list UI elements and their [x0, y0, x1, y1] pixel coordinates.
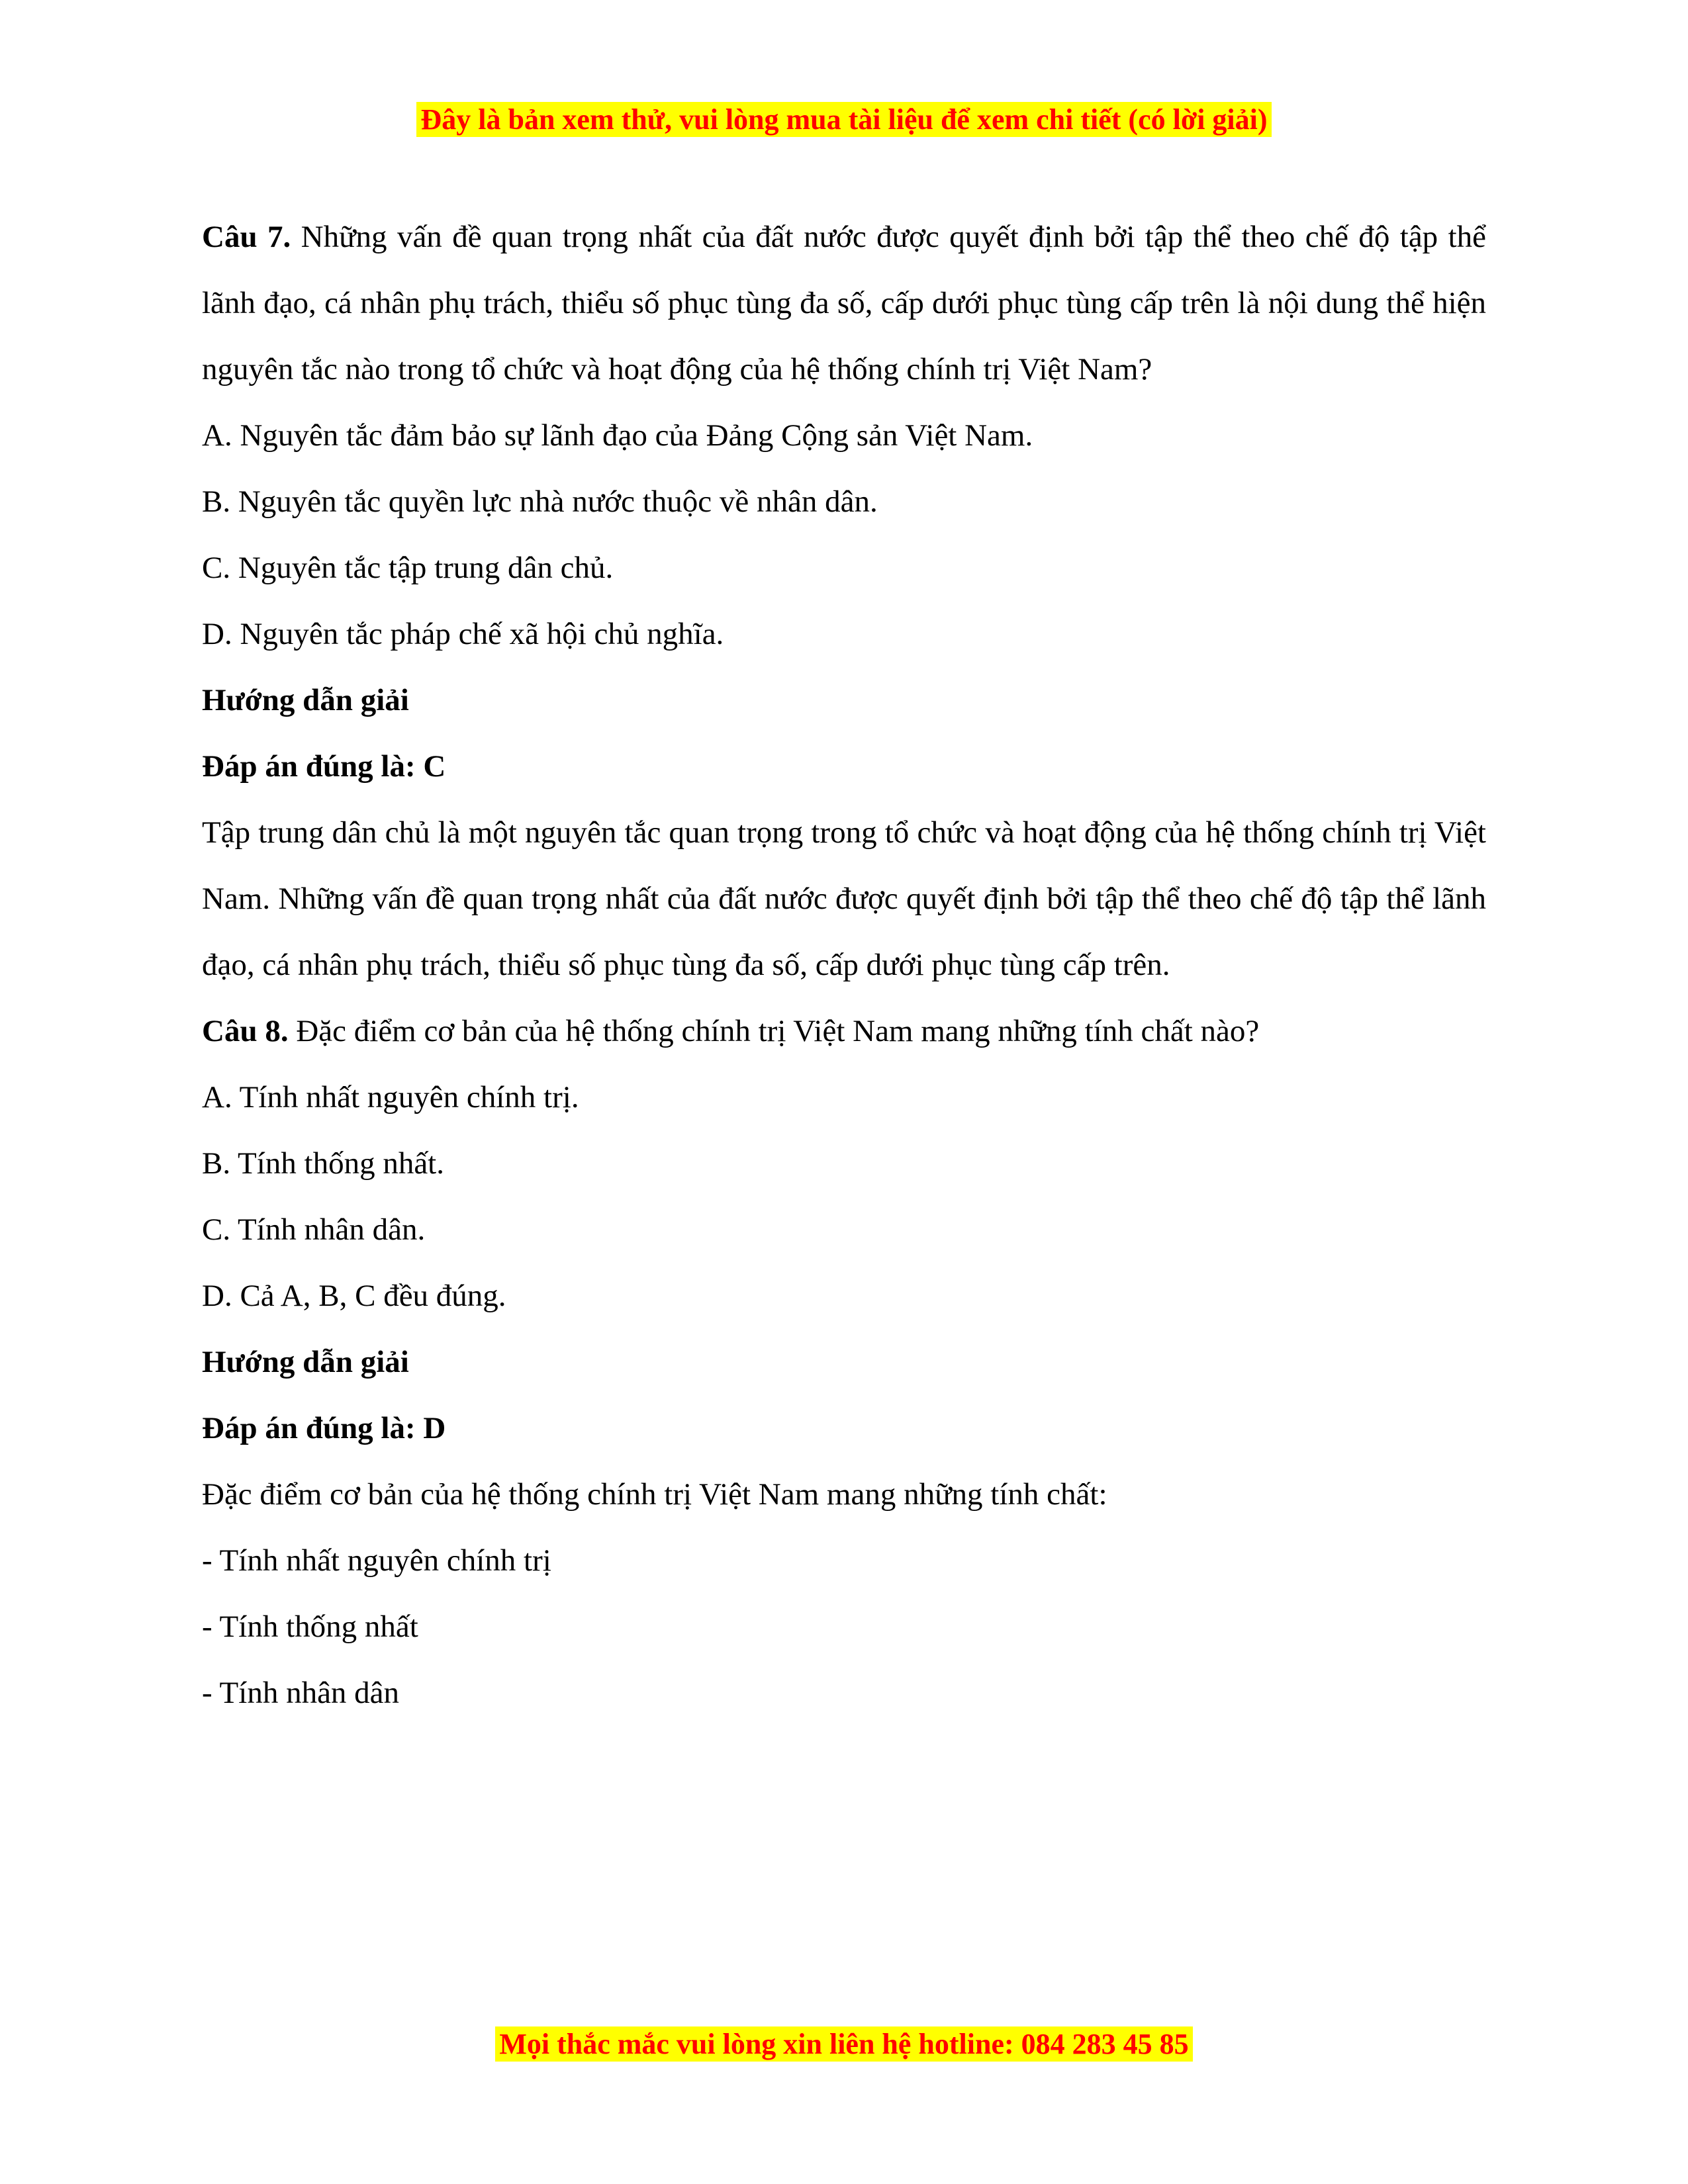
question-8-guide-heading: Hướng dẫn giải — [202, 1345, 409, 1379]
question-7-option-c: C. Nguyên tắc tập trung dân chủ. — [202, 551, 614, 585]
question-8-explanation-intro: Đặc điểm cơ bản của hệ thống chính trị Việt Nam mang những tính chất: — [202, 1477, 1107, 1512]
question-8-label: Câu 8. — [202, 1014, 289, 1048]
question-7-option-a: A. Nguyên tắc đảm bảo sự lãnh đạo của Đảng Cộng sản Việt Nam. — [202, 418, 1033, 453]
hotline-footer — [0, 2024, 1688, 2065]
question-7-explanation: Tập trung dân chủ là một nguyên tắc quan trọng trong tổ chức và hoạt động của hệ thống chính trị Việt Nam. Những vấn đề quan trọng nhất của đất nước được quyết định bởi tập thể theo chế độ tập thể lãnh đạo, cá nhân phụ trách, thiểu số phục tùng đa số, cấp dưới phục tùng cấp trên. — [202, 815, 1486, 982]
question-7-guide-heading: Hướng dẫn giải — [202, 683, 409, 717]
question-7-answer-line: Đáp án đúng là: C — [202, 749, 446, 784]
document-body — [202, 204, 1486, 1726]
question-7-option-d: D. Nguyên tắc pháp chế xã hội chủ nghĩa. — [202, 617, 724, 651]
question-7-label: Câu 7. — [202, 220, 291, 254]
question-8-bullet-2: - Tính thống nhất — [202, 1610, 418, 1644]
question-8-answer-line: Đáp án đúng là: D — [202, 1411, 446, 1445]
preview-banner-text: Đây là bản xem thử, vui lòng mua tài liệu để xem chi tiết (có lời giải) — [416, 102, 1271, 137]
question-7-paragraph — [202, 204, 1486, 402]
preview-banner — [202, 99, 1486, 140]
question-8-bullet-3: - Tính nhân dân — [202, 1676, 400, 1710]
question-8-option-b: B. Tính thống nhất. — [202, 1146, 444, 1181]
question-7-text: Những vấn đề quan trọng nhất của đất nước được quyết định bởi tập thể theo chế độ tập thể lãnh đạo, cá nhân phụ trách, thiểu số phục tùng đa số, cấp dưới phục tùng cấp trên là nội dung thể hiện nguyên tắc nào trong tổ chức và hoạt động của hệ thống chính trị Việt Nam? — [202, 220, 1486, 387]
question-8-option-d: D. Cả A, B, C đều đúng. — [202, 1279, 506, 1313]
question-8-option-a: A. Tính nhất nguyên chính trị. — [202, 1080, 579, 1115]
hotline-footer-text: Mọi thắc mắc vui lòng xin liên hệ hotline: 084 283 45 85 — [495, 2026, 1192, 2062]
question-8-text: Đặc điểm cơ bản của hệ thống chính trị Việt Nam mang những tính chất nào? — [296, 1014, 1260, 1048]
question-8-option-c: C. Tính nhân dân. — [202, 1212, 426, 1247]
question-8-paragraph — [202, 998, 1486, 1064]
question-8-bullet-1: - Tính nhất nguyên chính trị — [202, 1543, 551, 1578]
question-7-option-b: B. Nguyên tắc quyền lực nhà nước thuộc về nhân dân. — [202, 484, 878, 519]
